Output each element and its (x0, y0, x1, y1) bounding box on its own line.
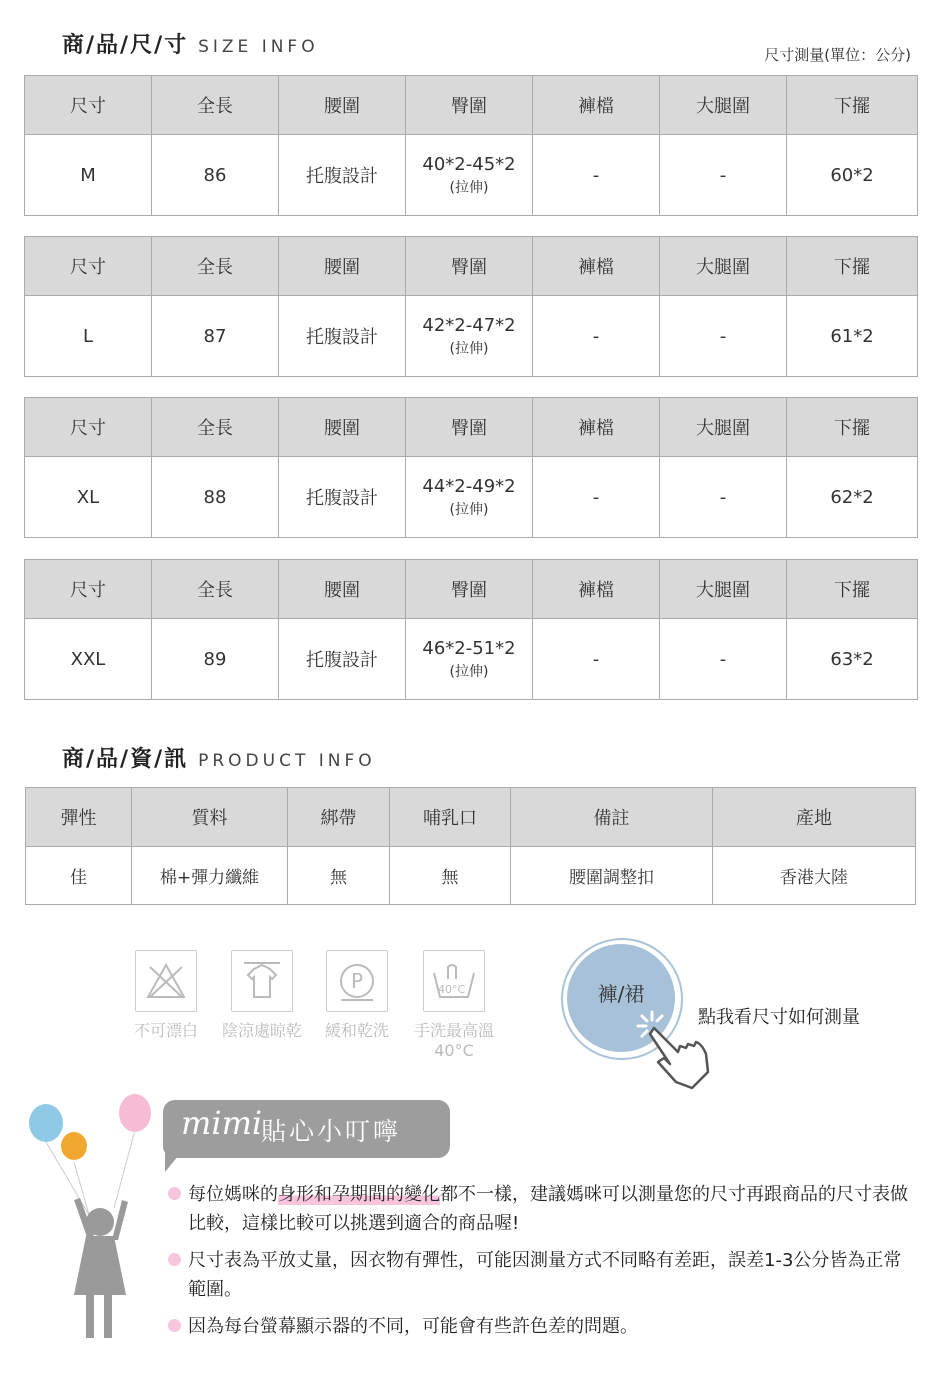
header-hip: 臀圍 (406, 76, 533, 135)
stretch-note: (拉伸) (449, 501, 489, 518)
balloon-orange (61, 1132, 87, 1160)
product-info-title-en: PRODUCT INFO (198, 751, 376, 771)
header-thigh: 大腿圍 (660, 76, 787, 135)
care-no-bleach (128, 950, 204, 1041)
value-hem: 63*2 (787, 619, 918, 700)
size-header-row (25, 237, 918, 296)
size-table-m (24, 75, 918, 216)
tips-list (168, 1180, 908, 1349)
value-waist: 托腹設計 (279, 296, 406, 377)
product-info-table (25, 787, 916, 905)
shade-dry-icon (231, 950, 293, 1012)
care-label-gentle-dry-clean: 緩和乾洗 (324, 1021, 389, 1040)
tip-text: 每位媽咪的 (188, 1184, 278, 1205)
size-value-row (25, 296, 918, 377)
value-crotch: - (533, 296, 660, 377)
care-label-hand-wash: 手洗最高溫 (413, 1021, 494, 1040)
tips-brand: mimi (181, 1104, 263, 1142)
size-table-xxl (24, 559, 918, 700)
size-info-title (62, 28, 319, 59)
stretch-note: (拉伸) (449, 179, 489, 196)
tip-text: 都不一樣，建議媽咪可以測量您的尺寸再跟商品的尺寸表做比較，這樣比較可以挑選到適合的商品喔! (188, 1184, 908, 1234)
header-size: 尺寸 (25, 76, 152, 135)
value-waist: 托腹設計 (279, 457, 406, 538)
care-label-shade-dry: 陰涼處晾乾 (221, 1021, 302, 1040)
header-thigh: 大腿圍 (660, 237, 787, 296)
care-label-no-bleach: 不可漂白 (133, 1021, 198, 1040)
size-table-xl (24, 397, 918, 538)
value-length: 87 (152, 296, 279, 377)
care-hand-wash (410, 950, 498, 1060)
header-thigh: 大腿圍 (660, 398, 787, 457)
value-size: XXL (25, 619, 152, 700)
value-thigh: - (660, 296, 787, 377)
value-thigh: - (660, 135, 787, 216)
value-length: 86 (152, 135, 279, 216)
value-hip (406, 135, 533, 216)
value-hem: 62*2 (787, 457, 918, 538)
header-hem: 下擺 (787, 237, 918, 296)
tip-text: 因為每台螢幕顯示器的不同，可能會有些許色差的問題。 (188, 1316, 638, 1337)
size-value-row (25, 457, 918, 538)
hip-value: 46*2-51*2 (422, 637, 516, 659)
header-size: 尺寸 (25, 398, 152, 457)
value-strap: 無 (288, 847, 390, 905)
size-value-row (25, 619, 918, 700)
value-crotch: - (533, 457, 660, 538)
header-strap: 綁帶 (288, 788, 390, 847)
measure-guide-link[interactable]: 點我看尺寸如何測量 (698, 1007, 860, 1028)
size-header-row (25, 398, 918, 457)
header-waist: 腰圍 (279, 560, 406, 619)
value-thigh: - (660, 457, 787, 538)
tip-text: 尺寸表為平放丈量，因衣物有彈性，可能因測量方式不同略有差距，誤差1-3公分皆為正常範圍。 (188, 1250, 902, 1300)
value-crotch: - (533, 135, 660, 216)
value-nursing: 無 (390, 847, 511, 905)
header-hem: 下擺 (787, 398, 918, 457)
size-value-row (25, 135, 918, 216)
header-elasticity: 彈性 (26, 788, 132, 847)
header-length: 全長 (152, 398, 279, 457)
value-length: 89 (152, 619, 279, 700)
unit-note: 尺寸測量(單位：公分) (764, 46, 911, 64)
header-size: 尺寸 (25, 237, 152, 296)
tip-item (168, 1312, 908, 1341)
header-length: 全長 (152, 560, 279, 619)
header-material: 質料 (132, 788, 288, 847)
hand-wash-temp: 40°C (438, 983, 466, 996)
tips-title: 貼心小叮嚀 (261, 1117, 402, 1146)
hand-wash-icon (423, 950, 485, 1012)
header-crotch: 褲檔 (533, 76, 660, 135)
size-header-row (25, 76, 918, 135)
product-info-title-zh: 商/品/資/訊 (62, 747, 189, 772)
size-table-l (24, 236, 918, 377)
value-hip (406, 457, 533, 538)
header-crotch: 褲檔 (533, 398, 660, 457)
header-waist: 腰圍 (279, 398, 406, 457)
girl-with-balloons-illustration (22, 1090, 162, 1345)
gentle-dry-clean-icon (326, 950, 388, 1012)
balloon-pink (119, 1094, 151, 1132)
balloon-blue (29, 1104, 63, 1142)
tip-bullet (168, 1253, 181, 1266)
stretch-note: (拉伸) (449, 663, 489, 680)
hip-value: 42*2-47*2 (422, 314, 516, 336)
value-hem: 61*2 (787, 296, 918, 377)
header-waist: 腰圍 (279, 237, 406, 296)
tip-highlight: 身形和孕期間的變化 (278, 1184, 440, 1205)
product-header-row (26, 788, 916, 847)
svg-text:P: P (350, 969, 364, 993)
care-shade-dry (216, 950, 308, 1041)
tips-header-bubble (163, 1100, 450, 1158)
header-hem: 下擺 (787, 76, 918, 135)
value-crotch: - (533, 619, 660, 700)
value-hem: 60*2 (787, 135, 918, 216)
header-hem: 下擺 (787, 560, 918, 619)
value-origin: 香港大陸 (713, 847, 916, 905)
header-hip: 臀圍 (406, 560, 533, 619)
stretch-note: (拉伸) (449, 340, 489, 357)
value-size: XL (25, 457, 152, 538)
value-hip (406, 296, 533, 377)
header-hip: 臀圍 (406, 398, 533, 457)
header-nursing: 哺乳口 (390, 788, 511, 847)
value-elasticity: 佳 (26, 847, 132, 905)
header-length: 全長 (152, 76, 279, 135)
value-size: M (25, 135, 152, 216)
hip-value: 40*2-45*2 (422, 153, 516, 175)
header-thigh: 大腿圍 (660, 560, 787, 619)
size-info-title-en: SIZE INFO (198, 37, 319, 57)
product-info-title (62, 742, 376, 773)
tip-bullet (168, 1319, 181, 1332)
value-hip (406, 619, 533, 700)
header-hip: 臀圍 (406, 237, 533, 296)
care-gentle-dry-clean (320, 950, 394, 1041)
value-size: L (25, 296, 152, 377)
value-material: 棉+彈力纖維 (132, 847, 288, 905)
hip-value: 44*2-49*2 (422, 475, 516, 497)
header-waist: 腰圍 (279, 76, 406, 135)
no-bleach-icon (135, 950, 197, 1012)
header-crotch: 褲檔 (533, 237, 660, 296)
measure-circle-button[interactable]: 褲/裙 (567, 944, 675, 1052)
value-waist: 托腹設計 (279, 135, 406, 216)
tips-bubble-tail (165, 1150, 183, 1172)
size-header-row (25, 560, 918, 619)
header-size: 尺寸 (25, 560, 152, 619)
value-thigh: - (660, 619, 787, 700)
care-label-hand-wash-temp: 40°C (434, 1041, 474, 1060)
header-crotch: 褲檔 (533, 560, 660, 619)
header-length: 全長 (152, 237, 279, 296)
tip-item (168, 1246, 908, 1304)
value-waist: 托腹設計 (279, 619, 406, 700)
size-info-title-zh: 商/品/尺/寸 (62, 33, 189, 58)
tip-bullet (168, 1187, 181, 1200)
value-note: 腰圍調整扣 (511, 847, 713, 905)
header-note: 備註 (511, 788, 713, 847)
value-length: 88 (152, 457, 279, 538)
header-origin: 產地 (713, 788, 916, 847)
tip-item (168, 1180, 908, 1238)
product-value-row (26, 847, 916, 905)
